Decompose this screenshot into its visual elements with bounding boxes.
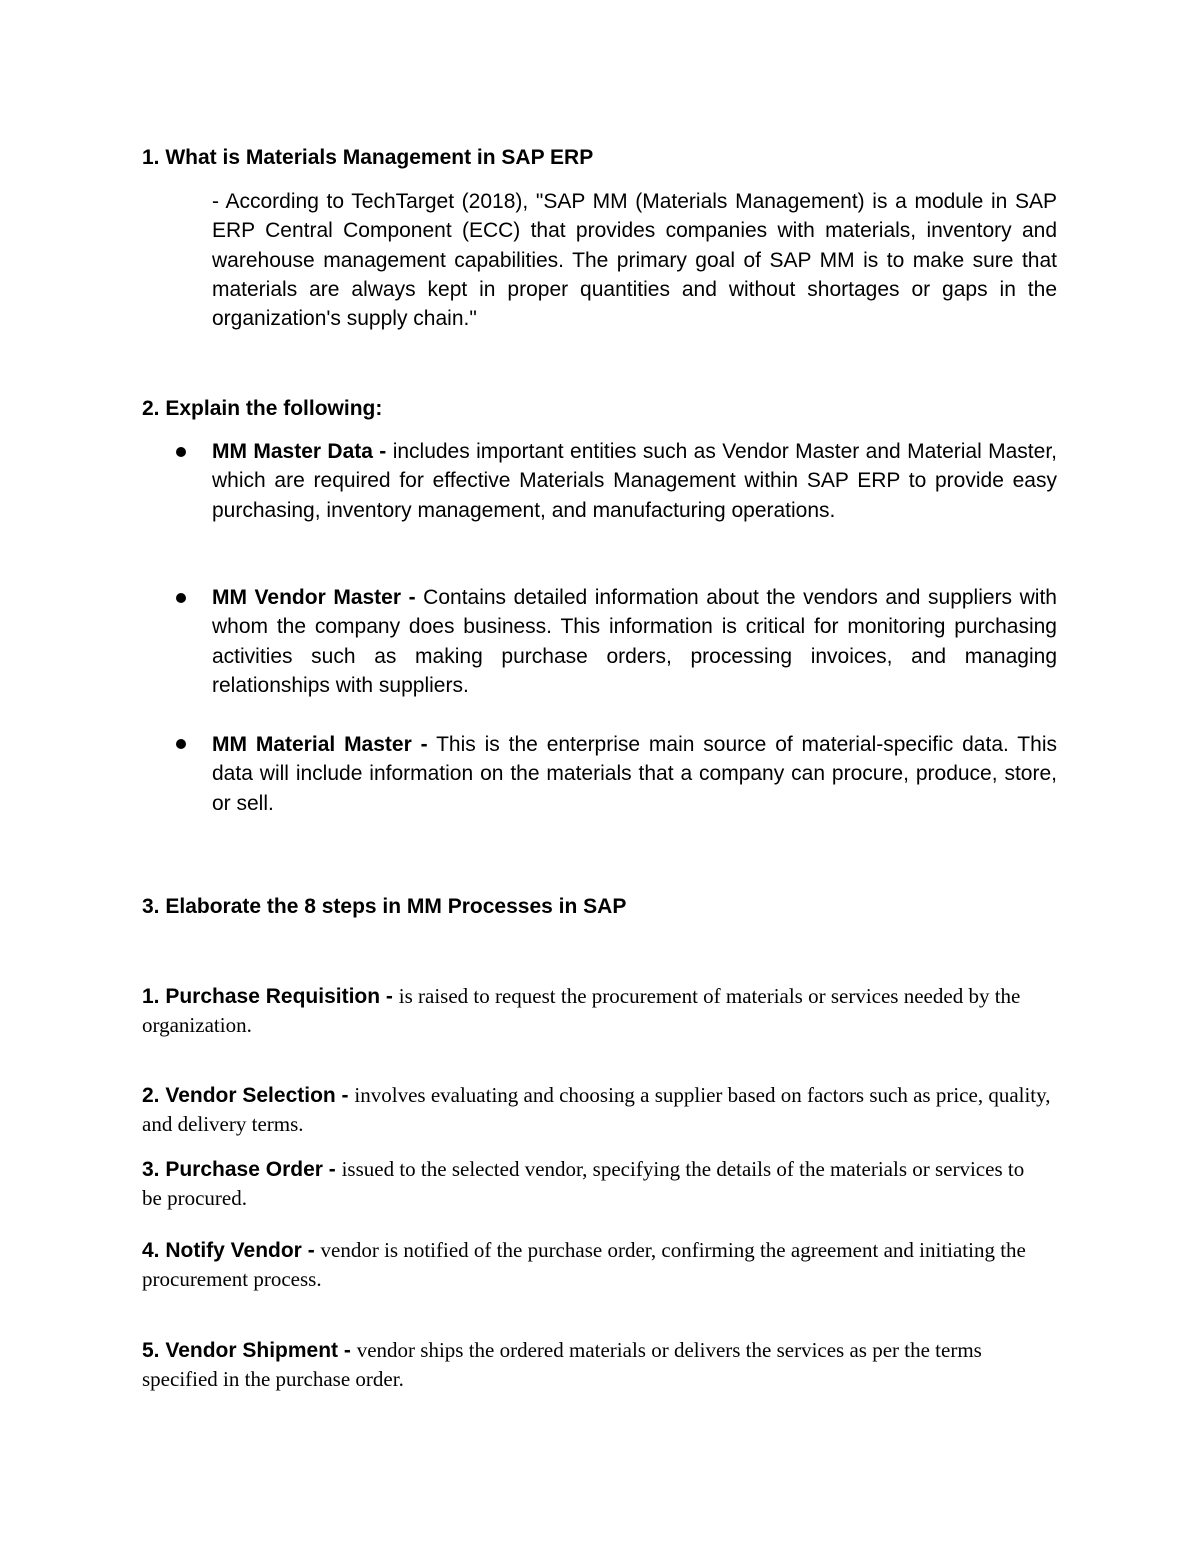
- step-title: 4. Notify Vendor -: [142, 1239, 315, 1262]
- step-description: is raised to request the procurement of materials or services needed by the organization.: [142, 984, 1021, 1037]
- step-notify-vendor: [142, 1236, 1047, 1294]
- section-1-heading: 1. What is Materials Management in SAP ERP: [142, 146, 594, 169]
- section-3-heading: 3. Elaborate the 8 steps in MM Processes in SAP: [142, 895, 627, 918]
- list-item-mm-material-master: [212, 730, 1057, 818]
- step-description: vendor ships the ordered materials or delivers the services as per the terms specified in the purchase order.: [142, 1338, 982, 1391]
- term-description: This is the enterprise main source of material-specific data. This data will include information on the materials that a company can procure, produce, store, or sell.: [212, 733, 1057, 815]
- term-description: Contains detailed information about the vendors and suppliers with whom the company does business. This information is critical for monitoring purchasing activities such as making purchase orders, processing invoices, and managing relationships with suppliers.: [212, 586, 1057, 697]
- term-label: MM Vendor Master -: [212, 586, 416, 609]
- step-vendor-shipment: [142, 1336, 1047, 1394]
- section-2-heading: 2. Explain the following:: [142, 397, 383, 420]
- term-label: MM Material Master -: [212, 733, 428, 756]
- section-1-body: - According to TechTarget (2018), "SAP MM (Materials Management) is a module in SAP ERP Central Component (ECC) that provides companies with materials, inventory and warehouse management capabilities. The primary goal of SAP MM is to make sure that materials are always kept in proper quantities and without shortages or gaps in the organization's supply chain.": [212, 190, 1057, 331]
- step-vendor-selection: [142, 1081, 1067, 1139]
- step-title: 5. Vendor Shipment -: [142, 1339, 351, 1362]
- step-title: 1. Purchase Requisition -: [142, 985, 393, 1008]
- list-item-mm-master-data: [212, 437, 1057, 525]
- list-item-mm-vendor-master: [212, 583, 1057, 700]
- step-purchase-order: [142, 1155, 1047, 1213]
- bullet-icon: [176, 447, 186, 457]
- step-title: 2. Vendor Selection -: [142, 1084, 349, 1107]
- step-purchase-requisition: [142, 982, 1022, 1040]
- bullet-icon: [176, 739, 186, 749]
- term-description: includes important entities such as Vendor Master and Material Master, which are required for effective Materials Management within SAP ERP to provide easy purchasing, inventory management, and manufacturing operations.: [212, 440, 1057, 522]
- step-title: 3. Purchase Order -: [142, 1158, 336, 1181]
- term-label: MM Master Data -: [212, 440, 387, 463]
- step-description: issued to the selected vendor, specifying the details of the materials or services to be procured.: [142, 1157, 1025, 1210]
- bullet-icon: [176, 593, 186, 603]
- step-description: involves evaluating and choosing a supplier based on factors such as price, quality, and delivery terms.: [142, 1083, 1051, 1136]
- step-description: vendor is notified of the purchase order, confirming the agreement and initiating the procurement process.: [142, 1238, 1026, 1291]
